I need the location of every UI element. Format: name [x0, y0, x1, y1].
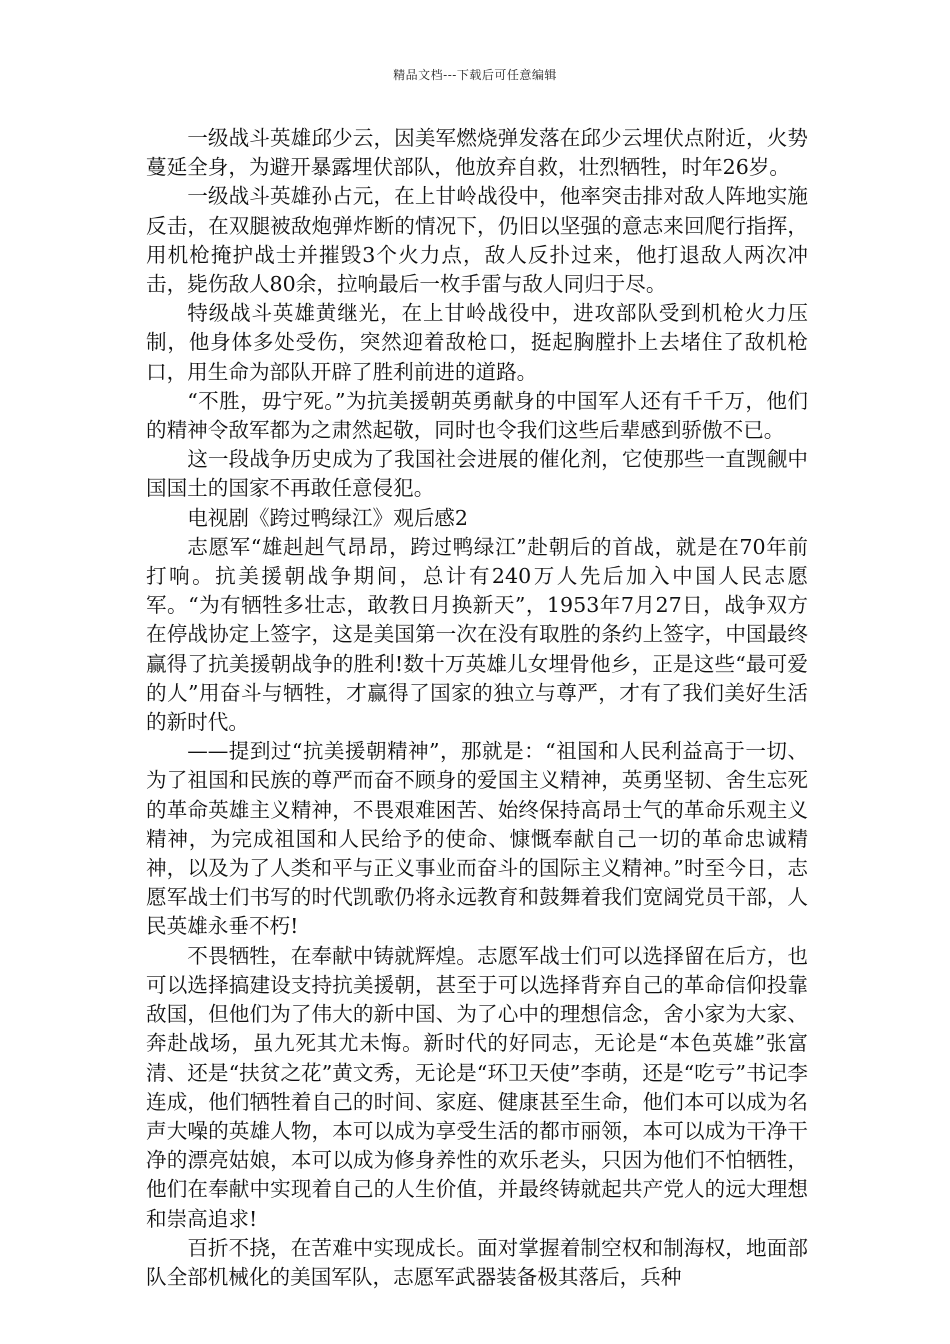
paragraph-sacrifice: 不畏牺牲，在奉献中铸就辉煌。志愿军战士们可以选择留在后方，也可以选择搞建设支持抗美援朝，甚至于可以选择背弃自己的革命信仰投靠敌国，但他们为了伟大的新中国、为了心中的理想信念，舍小家为大家、奔赴战场，虽九死其尤未悔。新时代的好同志，无论是“本色英雄”张富清、还是“扶贫之花”黄文秀，无论是“环卫天使”李萌，还是“吃亏”书记李连成，他们牺牲着自己的时间、家庭、健康甚至生命，他们本可以成为名声大噪的英雄人物，本可以成为享受生活的都市丽领，本可以成为干净干净的漂亮姑娘，本可以成为修身养性的欢乐老头，只因为他们不怕牺牲，他们在奉献中实现着自己的人生价值，并最终铸就起共产党人的远大理想和崇高追求! — [146, 943, 808, 1231]
paragraph-spirit: ——提到过“抗美援朝精神”，那就是：“祖国和人民利益高于一切、为了祖国和民族的尊严而奋不顾身的爱国主义精神，英勇坚韧、舍生忘死的革命英雄主义精神，不畏艰难困苦、始终保持高昂士气的革命乐观主义精神，为完成祖国和人民给予的使命、慷慨奉献自己一切的革命忠诚精神，以及为了人类和平与正义事业而奋斗的国际主义精神。”时至今日，志愿军战士们书写的时代凯歌仍将永远教育和鼓舞着我们宽阔党员干部，人民英雄永垂不朽! — [146, 739, 808, 939]
paragraph-first-battle: 志愿军“雄赳赳气昂昂，跨过鸭绿江”赴朝后的首战，就是在70年前打响。抗美援朝战争期间，总计有240万人先后加入中国人民志愿军。“为有牺牲多壮志，敢教日月换新天”，1953年7月27日，战争双方在停战协定上签字，这是美国第一次在没有取胜的条约上签字，中国最终赢得了抗美援朝战争的胜利!数十万英雄儿女埋骨他乡，正是这些“最可爱的人”用奋斗与牺牲，才赢得了国家的独立与尊严，才有了我们美好生活的新时代。 — [146, 534, 808, 735]
paragraph-sun-zhanyuan: 一级战斗英雄孙占元，在上甘岭战役中，他率突击排对敌人阵地实施反击，在双腿被敌炮弹炸断的情况下，仍旧以坚强的意志来回爬行指挥，用机枪掩护战士并摧毁3个火力点，敌人反扑过来，他打退敌人两次冲击，毙伤敌人80余，拉响最后一枚手雷与敌人同归于尽。 — [146, 184, 808, 297]
paragraph-huang-jiguang: 特级战斗英雄黄继光，在上甘岭战役中，进攻部队受到机枪火力压制，他身体多处受伤，突然迎着敌枪口，挺起胸膛扑上去堵住了敌机枪口，用生命为部队开辟了胜利前进的道路。 — [146, 301, 808, 384]
page-header: 精品文档---下载后可任意编辑 — [393, 68, 557, 82]
document-body — [146, 124, 808, 1292]
paragraph-history-catalyst: 这一段战争历史成为了我国社会进展的催化剂，它使那些一直觊觎中国国土的国家不再敢任意侵犯。 — [146, 447, 808, 501]
paragraph-quote: “不胜，毋宁死。”为抗美援朝英勇献身的中国军人还有千千万，他们的精神令敌军都为之肃然起敬，同时也令我们这些后辈感到骄傲不已。 — [146, 388, 808, 443]
section-title: 电视剧《跨过鸭绿江》观后感2 — [187, 505, 469, 530]
paragraph-qiu-shaoyun: 一级战斗英雄邱少云，因美军燃烧弹发落在邱少云埋伏点附近，火势蔓延全身，为避开暴露埋伏部队，他放弃自救，壮烈牺牲，时年26岁。 — [146, 126, 808, 180]
paragraph-perseverance: 百折不挠，在苦难中实现成长。面对掌握着制空权和制海权，地面部队全部机械化的美国军队，志愿军武器装备极其落后，兵种 — [146, 1235, 808, 1289]
